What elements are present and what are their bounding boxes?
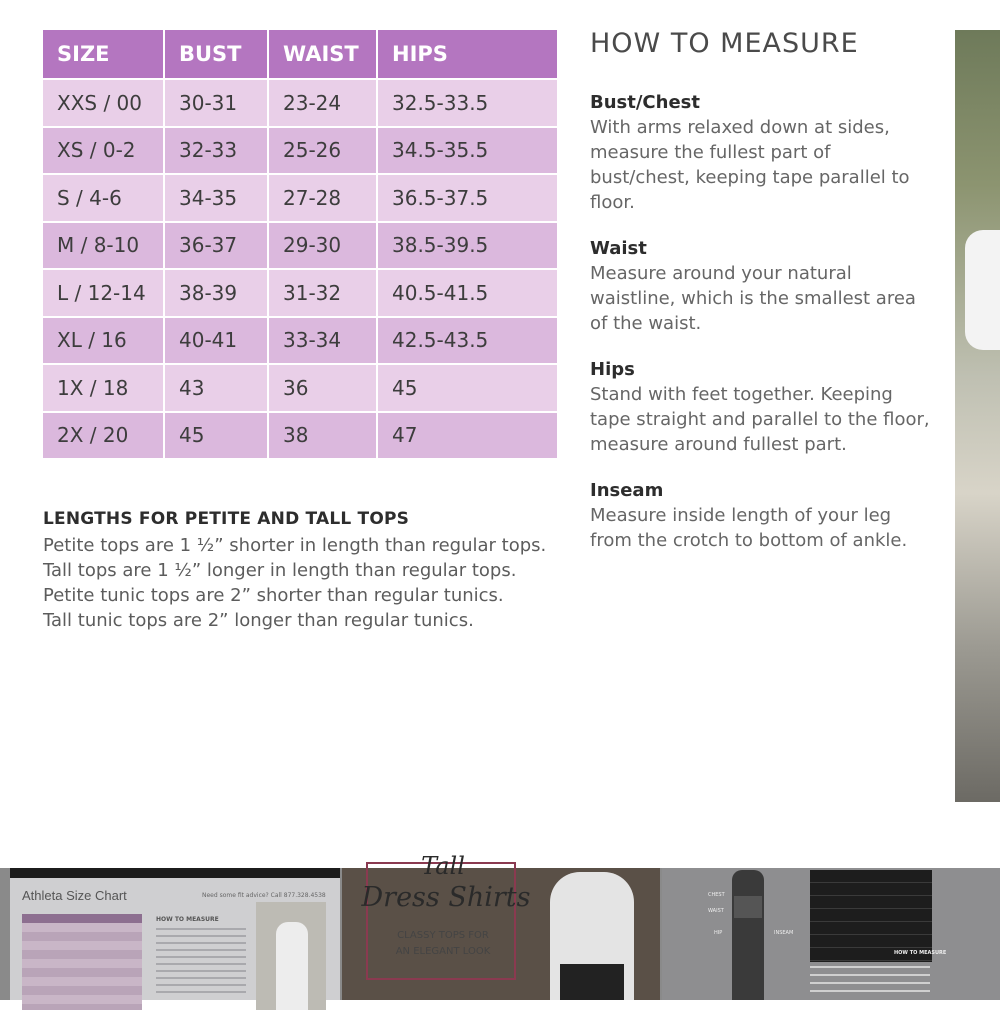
header-waist: WAIST (269, 30, 378, 78)
lengths-line: Tall tops are 1 ½” longer in length than regular tops. (43, 560, 517, 581)
cell-bust: 43 (165, 363, 269, 411)
cell-bust: 45 (165, 411, 269, 459)
cell-size: M / 8-10 (43, 221, 165, 269)
cell-waist: 33-34 (269, 316, 378, 364)
cell-bust: 40-41 (165, 316, 269, 364)
size-chart-table (43, 30, 557, 458)
thumbnail-tagline: AN ELEGANT LOOK (395, 946, 491, 957)
lengths-line: Tall tunic tops are 2” longer than regular tunics. (43, 610, 474, 631)
cell-waist: 25-26 (269, 126, 378, 174)
cell-hips: 38.5-39.5 (378, 221, 557, 269)
cell-hips: 42.5-43.5 (378, 316, 557, 364)
cell-size: XS / 0-2 (43, 126, 165, 174)
cell-size: 1X / 18 (43, 363, 165, 411)
lengths-line: Petite tunic tops are 2” shorter than regular tunics. (43, 585, 504, 606)
mini-size-table (22, 914, 142, 1010)
cell-bust: 30-31 (165, 78, 269, 126)
table-row (43, 411, 557, 459)
thumbnail-contact: Need some fit advice? Call 877.328.4538 (202, 892, 326, 899)
measure-text: Stand with feet together. Keeping tape straight and parallel to the floor, measure around fullest part. (590, 384, 930, 455)
thumbnail-frame (361, 852, 531, 980)
related-thumbnail-dress-shirts[interactable] (342, 852, 660, 1000)
thumbnail-pants (560, 964, 624, 1000)
measure-item-waist (590, 237, 935, 336)
mini-model-figure (732, 870, 764, 1000)
mini-measure-title: HOW TO MEASURE (156, 916, 219, 923)
measure-heading: Hips (590, 359, 635, 380)
cell-size: L / 12-14 (43, 268, 165, 316)
measure-text: Measure around your natural waistline, which is the smallest area of the waist. (590, 263, 916, 334)
related-images-strip (0, 852, 1000, 1000)
mini-model-photo (256, 902, 326, 1010)
cell-hips: 32.5-33.5 (378, 78, 557, 126)
thumbnail-script-subtitle: Dress Shirts (361, 882, 531, 913)
cell-waist: 38 (269, 411, 378, 459)
cell-hips: 47 (378, 411, 557, 459)
cell-bust: 32-33 (165, 126, 269, 174)
mini-table-header (22, 914, 142, 923)
measure-heading: Inseam (590, 480, 664, 501)
cell-size: XXS / 00 (43, 78, 165, 126)
header-size: SIZE (43, 30, 165, 78)
how-to-measure-section (590, 28, 935, 575)
thumbnail-title: Athleta Size Chart (22, 888, 127, 903)
cell-bust: 36-37 (165, 221, 269, 269)
measure-text: Measure inside length of your leg from the crotch to bottom of ankle. (590, 505, 908, 551)
label-waist: WAIST (708, 908, 724, 914)
lengths-line: Petite tops are 1 ½” shorter in length than regular tops. (43, 535, 547, 556)
mini-size-table (810, 870, 932, 962)
label-hip: HIP (714, 930, 723, 936)
mini-text-lines (156, 928, 246, 998)
measure-item-bust (590, 91, 935, 215)
header-bust: BUST (165, 30, 269, 78)
thumbnail-tagline: CLASSY TOPS FOR (397, 930, 489, 941)
label-chest: CHEST (708, 892, 725, 898)
cell-bust: 34-35 (165, 173, 269, 221)
measure-text: With arms relaxed down at sides, measure the fullest part of bust/chest, keeping tape parallel to floor. (590, 117, 910, 213)
cell-waist: 31-32 (269, 268, 378, 316)
lengths-section (43, 509, 583, 633)
size-chart-header-row (43, 30, 557, 78)
mini-model-top (734, 896, 762, 918)
cell-size: 2X / 20 (43, 411, 165, 459)
cell-bust: 38-39 (165, 268, 269, 316)
model-photo (955, 30, 1000, 802)
model-sleeve (965, 230, 1000, 350)
how-to-measure-title: HOW TO MEASURE (590, 28, 859, 59)
lengths-heading: LENGTHS FOR PETITE AND TALL TOPS (43, 509, 410, 529)
cell-waist: 27-28 (269, 173, 378, 221)
table-row (43, 78, 557, 126)
cell-hips: 34.5-35.5 (378, 126, 557, 174)
measure-item-inseam (590, 479, 935, 553)
header-hips: HIPS (378, 30, 557, 78)
cell-waist: 29-30 (269, 221, 378, 269)
related-thumbnail-size-chart[interactable] (662, 868, 1000, 1000)
cell-hips: 36.5-37.5 (378, 173, 557, 221)
mini-measure-title: HOW TO MEASURE (894, 950, 947, 956)
table-row (43, 316, 557, 364)
mini-text-lines (810, 966, 930, 996)
table-row (43, 173, 557, 221)
measure-heading: Bust/Chest (590, 92, 700, 113)
related-thumbnail-athleta[interactable] (10, 868, 340, 1000)
measure-heading: Waist (590, 238, 647, 259)
thumbnail-script-title: Tall (421, 852, 465, 880)
table-row (43, 126, 557, 174)
cell-size: S / 4-6 (43, 173, 165, 221)
table-row (43, 221, 557, 269)
cell-waist: 36 (269, 363, 378, 411)
cell-hips: 40.5-41.5 (378, 268, 557, 316)
cell-size: XL / 16 (43, 316, 165, 364)
cell-hips: 45 (378, 363, 557, 411)
measure-item-hips (590, 358, 935, 457)
table-row (43, 363, 557, 411)
label-inseam: INSEAM (774, 930, 794, 936)
cell-waist: 23-24 (269, 78, 378, 126)
table-row (43, 268, 557, 316)
